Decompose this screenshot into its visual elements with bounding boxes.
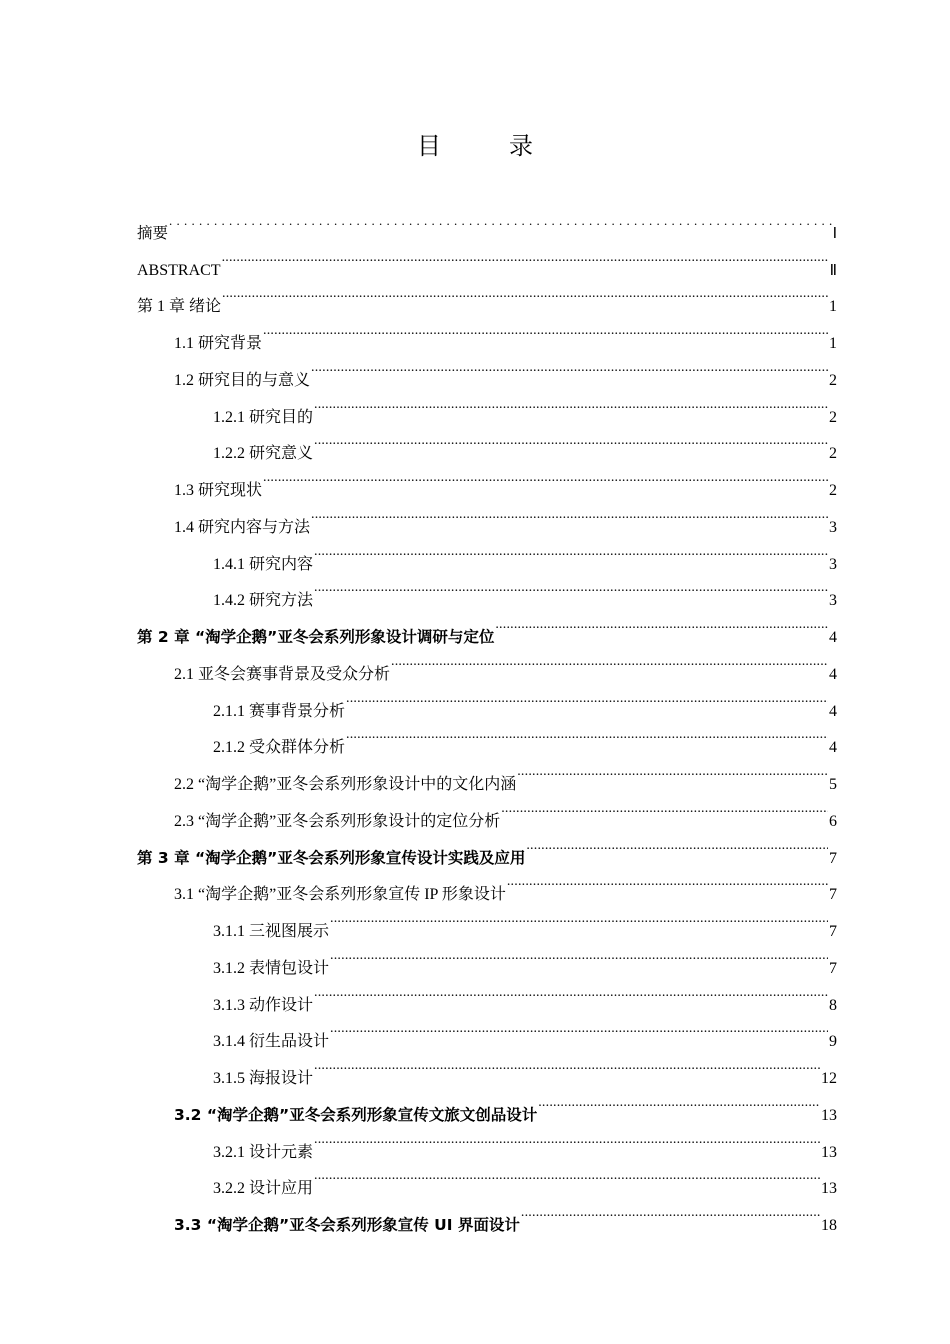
toc-entry-page: 4 xyxy=(829,739,837,757)
toc-entry-label: 1.4.2 研究方法 xyxy=(213,592,314,610)
toc-entry-label: 第 2 章 “淘学企鹅”亚冬会系列形象设计调研与定位 xyxy=(137,628,495,646)
toc-list xyxy=(137,201,837,1234)
toc-entry-label: ABSTRACT xyxy=(137,261,221,279)
dot-leader xyxy=(391,642,828,679)
toc-entry-page: 13 xyxy=(821,1180,837,1198)
toc-entry-page: 12 xyxy=(821,1070,837,1087)
toc-entry-page: 4 xyxy=(829,702,837,720)
dot-leader xyxy=(222,275,828,312)
dot-leader xyxy=(517,752,828,789)
toc-entry-label: 2.3 “淘学企鹅”亚冬会系列形象设计的定位分析 xyxy=(174,812,501,830)
dot-leader xyxy=(169,201,832,238)
dot-leader xyxy=(346,679,828,716)
toc-entry-1-1[interactable] xyxy=(137,311,837,352)
toc-entry-abstract-cn[interactable] xyxy=(137,201,837,242)
toc-entry-page: 3 xyxy=(829,518,837,536)
toc-entry-label: 3.2.1 设计元素 xyxy=(213,1143,314,1161)
toc-entry-label: 1.2 研究目的与意义 xyxy=(174,371,311,389)
toc-entry-page: 18 xyxy=(821,1217,837,1234)
toc-entry-chapter-1[interactable] xyxy=(137,275,837,316)
toc-entry-label: 第 3 章 “淘学企鹅”亚冬会系列形象宣传设计实践及应用 xyxy=(137,848,526,867)
toc-entry-page: 6 xyxy=(829,812,837,830)
toc-entry-page: 7 xyxy=(829,959,837,977)
toc-entry-label: 摘要 xyxy=(137,223,169,242)
toc-entry-label: 1.4 研究内容与方法 xyxy=(174,518,311,536)
toc-entry-label: 3.1.4 衍生品设计 xyxy=(213,1033,330,1051)
toc-entry-page: 8 xyxy=(829,996,837,1014)
dot-leader xyxy=(314,1157,820,1194)
dot-leader xyxy=(330,1010,828,1047)
toc-entry-label: 3.3 “淘学企鹅”亚冬会系列形象宣传 UI 界面设计 xyxy=(174,1216,520,1234)
dot-leader xyxy=(507,863,828,900)
dot-leader xyxy=(314,385,828,422)
toc-entry-page: 7 xyxy=(829,886,837,904)
toc-entry-label: 3.2.2 设计应用 xyxy=(213,1180,314,1198)
toc-entry-label: 2.2 “淘学企鹅”亚冬会系列形象设计中的文化内涵 xyxy=(174,776,517,793)
toc-entry-label: 1.2.1 研究目的 xyxy=(213,408,314,426)
page-title: 目 录 xyxy=(417,132,555,160)
dot-leader xyxy=(495,605,828,642)
toc-entry-label: 3.1.5 海报设计 xyxy=(213,1070,314,1087)
dot-leader xyxy=(263,458,828,495)
toc-entry-label: 3.1 “淘学企鹅”亚冬会系列形象宣传 IP 形象设计 xyxy=(174,886,506,904)
toc-entry-page: 7 xyxy=(829,849,837,867)
dot-leader xyxy=(263,311,828,348)
toc-entry-page: 5 xyxy=(829,776,837,793)
toc-entry-label: 3.1.1 三视图展示 xyxy=(213,923,330,940)
toc-entry-page: 7 xyxy=(829,923,837,940)
toc-entry-label: 2.1 亚冬会赛事背景及受众分析 xyxy=(174,665,391,683)
toc-entry-label: 1.4.1 研究内容 xyxy=(213,555,314,573)
toc-entry-page: 2 xyxy=(829,445,837,463)
toc-entry-page: Ⅰ xyxy=(832,223,837,242)
dot-leader xyxy=(501,789,828,826)
toc-entry-page: Ⅱ xyxy=(829,260,837,279)
dot-leader xyxy=(538,1083,820,1120)
toc-entry-page: 1 xyxy=(829,298,837,316)
toc-entry-page: 2 xyxy=(829,371,837,389)
toc-entry-page: 2 xyxy=(829,408,837,426)
toc-entry-label: 3.1.3 动作设计 xyxy=(213,996,314,1014)
toc-entry-label: 1.2.2 研究意义 xyxy=(213,445,314,463)
dot-leader xyxy=(314,422,828,459)
toc-entry-page: 13 xyxy=(821,1143,837,1161)
toc-entry-page: 4 xyxy=(829,629,837,646)
toc-entry-page: 13 xyxy=(821,1106,837,1124)
toc-entry-label: 2.1.1 赛事背景分析 xyxy=(213,702,346,720)
toc-entry-label: 3.2 “淘学企鹅”亚冬会系列形象宣传文旅文创品设计 xyxy=(174,1105,538,1124)
toc-entry-page: 3 xyxy=(829,555,837,573)
dot-leader xyxy=(314,532,828,569)
dot-leader xyxy=(526,826,828,863)
dot-leader xyxy=(222,238,829,275)
dot-leader xyxy=(314,569,828,606)
dot-leader xyxy=(330,899,828,936)
dot-leader xyxy=(314,1046,820,1083)
toc-entry-page: 3 xyxy=(829,592,837,610)
toc-entry-page: 1 xyxy=(829,335,837,352)
dot-leader xyxy=(314,973,828,1010)
dot-leader xyxy=(314,1120,820,1157)
dot-leader xyxy=(311,495,828,532)
dot-leader xyxy=(330,936,828,973)
toc-entry-label: 1.3 研究现状 xyxy=(174,482,263,499)
toc-entry-label: 1.1 研究背景 xyxy=(174,335,263,352)
toc-entry-label: 第 1 章 绪论 xyxy=(137,298,222,316)
toc-entry-page: 2 xyxy=(829,482,837,499)
dot-leader xyxy=(346,716,828,753)
toc-entry-abstract-en[interactable] xyxy=(137,238,837,279)
toc-entry-page: 4 xyxy=(829,665,837,683)
toc-entry-label: 3.1.2 表情包设计 xyxy=(213,959,330,977)
dot-leader xyxy=(521,1193,820,1230)
toc-entry-page: 9 xyxy=(829,1033,837,1051)
toc-entry-label: 2.1.2 受众群体分析 xyxy=(213,739,346,757)
dot-leader xyxy=(311,348,828,385)
